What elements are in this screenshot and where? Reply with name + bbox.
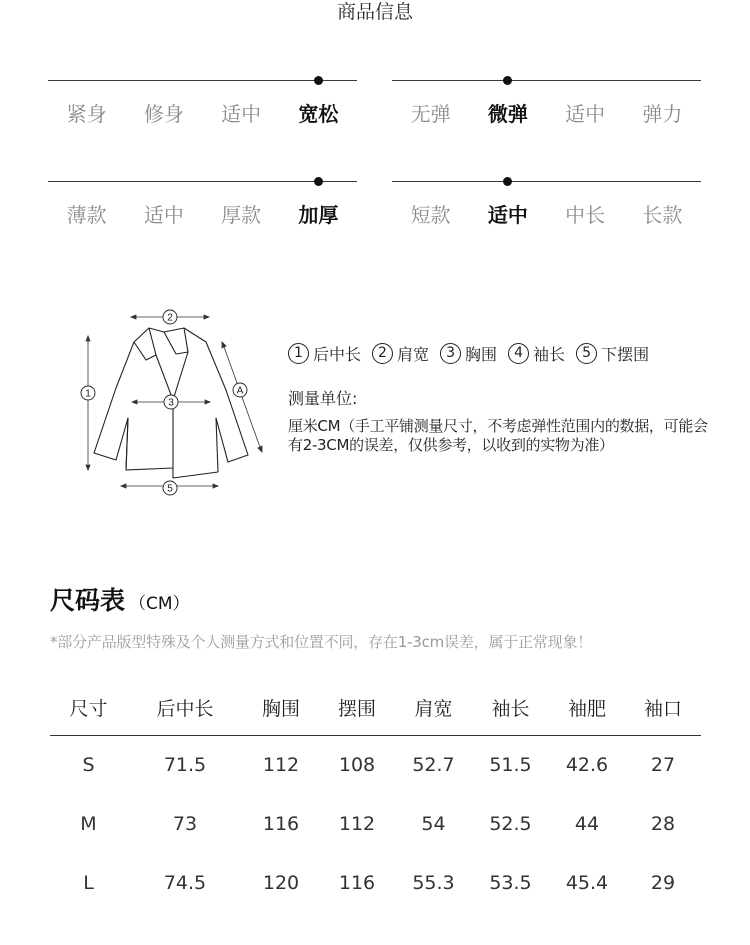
legend-item: 2 肩宽: [372, 342, 429, 365]
table-row: [50, 735, 701, 794]
table-header-cell: 袖肥: [549, 680, 625, 735]
scale-option: 长款: [642, 203, 683, 227]
legend-item: 5 下摆围: [576, 342, 649, 365]
svg-text:3: 3: [168, 397, 174, 409]
table-header-cell: 袖口: [625, 680, 701, 735]
table-cell: 45.4: [565, 871, 609, 894]
size-chart-unit: （CM）: [129, 594, 190, 614]
scale-line: [48, 181, 357, 182]
size-table: [50, 680, 701, 912]
svg-text:2: 2: [167, 312, 173, 324]
scale-line: [392, 181, 701, 182]
scale-option: 适中: [565, 102, 606, 126]
scale-line: [48, 80, 357, 81]
scale-option: 弹力: [642, 102, 683, 126]
scale-line: [392, 80, 701, 81]
fit-scale: [48, 80, 357, 136]
table-row: [50, 794, 701, 853]
size-chart-title: 尺码表 （CM）: [50, 586, 190, 615]
table-cell: S: [82, 754, 95, 777]
scale-option: 加厚: [298, 203, 339, 227]
scale-option: 适中: [487, 203, 528, 227]
table-cell: 29: [650, 871, 676, 894]
table-cell: 116: [262, 812, 300, 835]
table-header-cell: 袖长: [472, 680, 549, 735]
unit-note: 厘米CM（手工平铺测量尺寸，不考虑弹性范围内的数据，可能会有2-3CM的误差，仅供参考，以收到的实物为准）: [288, 417, 708, 454]
table-body: [50, 735, 701, 912]
legend-item: 1 后中长: [288, 342, 361, 365]
table-cell: 112: [262, 754, 300, 777]
marker-5: [163, 481, 177, 495]
table-cell: 74.5: [163, 871, 207, 894]
table-cell: 112: [338, 812, 376, 835]
scale-option: 修身: [143, 102, 184, 126]
size-disclaimer: *部分产品版型特殊及个人测量方式和位置不同，存在1-3cm误差，属于正常现象！: [50, 633, 593, 651]
scale-marker: [503, 76, 512, 85]
scale-marker: [503, 177, 512, 186]
scale-option: 无弹: [410, 102, 451, 126]
scale-option: 厚款: [221, 203, 262, 227]
table-cell: 27: [650, 754, 676, 777]
marker-2: [163, 310, 177, 324]
table-cell: 71.5: [163, 754, 207, 777]
length-scale: [392, 181, 701, 237]
table-cell: L: [83, 871, 94, 894]
table-cell: 55.3: [412, 871, 455, 894]
scale-option: 短款: [410, 203, 451, 227]
page-title: 商品信息: [336, 1, 413, 23]
scale-option: 宽松: [298, 102, 339, 126]
scale-marker: [314, 76, 323, 85]
scale-option: 紧身: [66, 102, 107, 126]
table-cell: 28: [650, 812, 676, 835]
table-cell: 44: [574, 812, 600, 835]
thickness-scale: [48, 181, 357, 237]
table-cell: 116: [338, 871, 376, 894]
unit-title: 测量单位:: [288, 389, 358, 408]
elasticity-scale: [392, 80, 701, 136]
scale-option: 适中: [143, 203, 184, 227]
garment-measurement-diagram: [76, 300, 276, 500]
table-header-cell: 胸围: [243, 680, 319, 735]
scale-option: 薄款: [66, 203, 107, 227]
table-cell: 54: [421, 812, 446, 835]
measurement-legend: [288, 342, 660, 365]
scale-marker: [314, 177, 323, 186]
table-header-cell: 后中长: [127, 680, 243, 735]
table-cell: 120: [262, 871, 300, 894]
marker-a: [233, 383, 247, 397]
legend-item: 3 胸围: [440, 342, 497, 365]
table-cell: 108: [338, 754, 376, 777]
legend-item: 4 袖长: [508, 342, 565, 365]
svg-text:5: 5: [167, 483, 173, 495]
svg-text:1: 1: [85, 388, 91, 400]
table-cell: 51.5: [489, 754, 532, 777]
scale-option: 微弹: [487, 102, 528, 126]
table-header-cell: 肩宽: [395, 680, 472, 735]
table-cell: 73: [172, 812, 198, 835]
table-cell: 53.5: [489, 871, 532, 894]
table-cell: M: [80, 812, 97, 835]
table-cell: 52.7: [412, 754, 455, 777]
table-header-cell: 摆围: [319, 680, 395, 735]
table-header-row: [50, 680, 701, 735]
marker-1: [81, 386, 95, 400]
marker-3: [164, 395, 178, 409]
table-row: [50, 853, 701, 912]
table-header-cell: 尺寸: [50, 680, 127, 735]
scale-option: 适中: [221, 102, 262, 126]
svg-text:A: A: [236, 385, 244, 397]
table-cell: 42.6: [565, 754, 609, 777]
table-cell: 52.5: [489, 812, 532, 835]
scale-option: 中长: [565, 203, 606, 227]
